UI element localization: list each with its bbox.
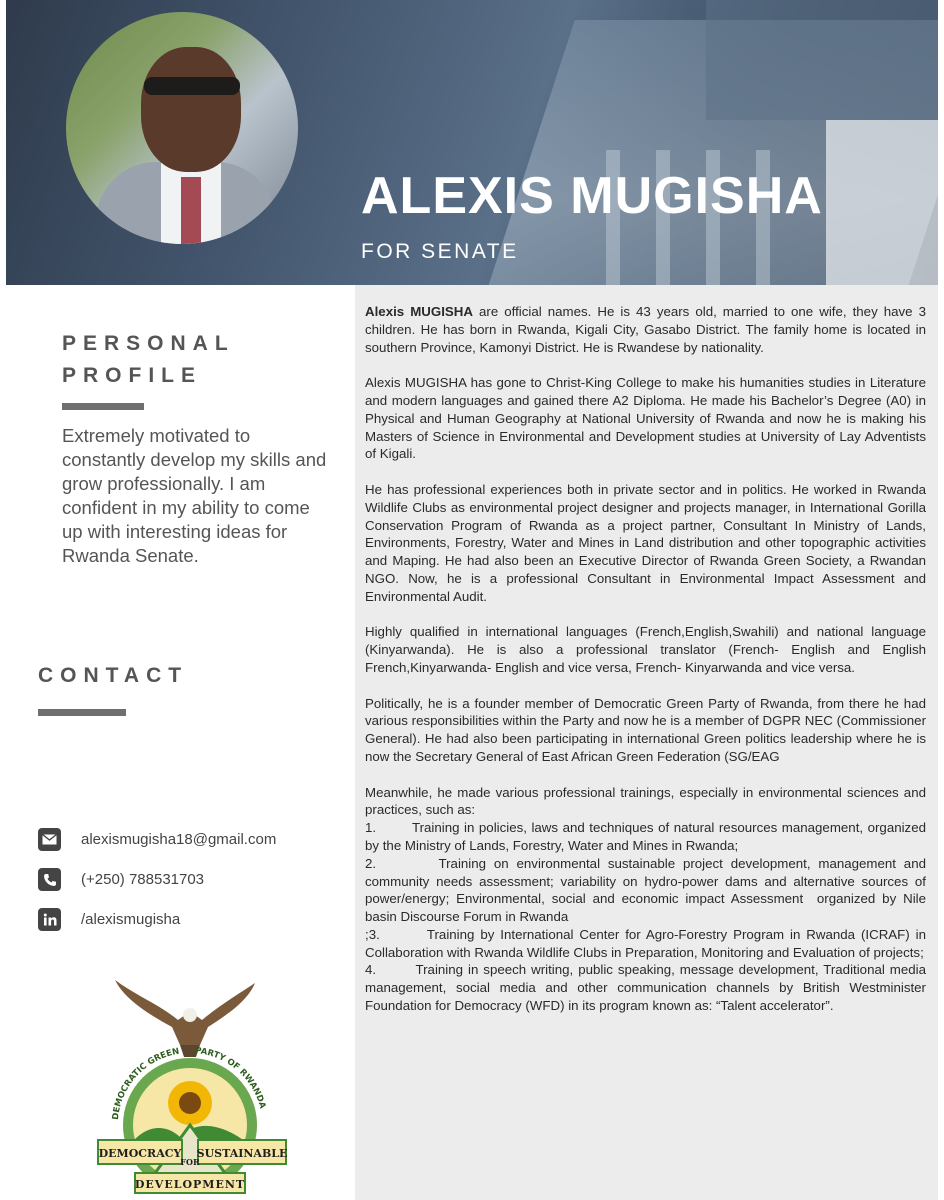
sunflower-icon — [168, 1081, 212, 1125]
bio-paragraph-3: He has professional experiences both in private sector and in politics. He worked in Rwanda Wildlife Clubs as environmental project designer and projects manager, in International Gorilla Conservation Program of Rwanda as a project partner, Consultant In Ministry of Lands, Environments, Forestry, Water and Mines in Land distribution and other topographic activities and Maping. He had also been an Executive Director of Rwanda Green Society, a Rwandan NGO. Now, he is a professional Consultant in Environmental Impact Assessment and Environmental Audit. — [365, 481, 926, 604]
logo-arc-left: DEMOCRATIC GREEN — [110, 1046, 181, 1121]
linkedin-icon — [38, 908, 61, 931]
contact-title: CONTACT — [38, 664, 189, 687]
email-icon — [38, 828, 61, 851]
biography-text — [365, 303, 930, 1015]
contact-divider — [38, 709, 126, 716]
email-text: alexismugisha18@gmail.com — [81, 831, 277, 848]
phone-text: (+250) 788531703 — [81, 871, 205, 888]
training-item-4: 4. Training in speech writing, public speaking, message development, Traditional media management, social media and other communication channels by British Westminister Foundation for Democracy (WFD) in its program known as: “Talent accelerator”. — [365, 962, 930, 1014]
contact-linkedin[interactable] — [38, 908, 180, 931]
bio-paragraph-5: Politically, he is a founder member of Democratic Green Party of Rwanda, from there he had various responsibilities within the Party and now he is a member of DGPR NEC (Commissioner General). He had also been participating in international Green politics leadership where he is now the Secretary General of East African Green Federation (SG/EAG — [365, 695, 926, 764]
candidate-tagline: FOR SENATE — [361, 240, 519, 263]
building-background-top — [706, 0, 938, 120]
logo-arc-right: PARTY OF RWANDA — [194, 1045, 268, 1110]
bio-paragraph-2: Alexis MUGISHA has gone to Christ-King College to make his humanities studies in Literature and modern languages and gained there A2 Diploma. He made his Bachelor’s Degree (A0) in Physical and Human Geography at National University of Rwanda and now he is making his Masters of Science in Environmental and Development studies at University of Lay Adventists of Kigali. — [365, 375, 926, 462]
photo-glasses — [144, 77, 240, 95]
logo-text-sustainable: SUSTAINABLE — [196, 1147, 288, 1160]
party-logo — [90, 975, 290, 1197]
bio-paragraph-1 — [365, 303, 926, 356]
biography-panel — [355, 285, 938, 1200]
personal-profile-title-line2: PROFILE — [62, 364, 203, 387]
contact-email[interactable] — [38, 828, 276, 851]
photo-face — [141, 47, 241, 172]
training-item-3: ;3. Training by International Center for Agro-Forestry Program in Rwanda (ICRAF) in Collaboration with Rwanda Wildlife Clubs in Preparation, Monitoring and Evaluation of projects; — [365, 926, 930, 960]
personal-profile-title — [62, 328, 235, 392]
training-item-2: 2. Training on environmental sustainable project development, management and community needs assessment; variability on hydro-power dams and alternative sources of power/energy; Environmental, social and economic impact Assessment organized by Nile basin Discourse Forum in Rwanda — [365, 855, 930, 925]
personal-profile-text: Extremely motivated to constantly develop my skills and grow professionally. I am confident in my ability to come up with interesting ideas for Rwanda Senate. — [62, 425, 327, 566]
phone-icon — [38, 868, 61, 891]
candidate-name: ALEXIS MUGISHA — [361, 167, 823, 225]
header-banner — [6, 0, 938, 285]
training-item-1: 1. Training in policies, laws and techniques of natural resources management, organized by the Ministry of Lands, Forestry, Water and Mines in Rwanda; — [365, 820, 930, 853]
personal-profile-title-line1: PERSONAL — [62, 332, 235, 355]
bio-name-bold: Alexis MUGISHA — [365, 304, 473, 319]
building-wall — [826, 120, 938, 285]
logo-text-development: DEVELOPMENT — [134, 1178, 246, 1191]
photo-tie — [181, 177, 201, 244]
logo-text-democracy: DEMOCRACY — [98, 1147, 182, 1160]
bio-paragraph-1-rest: are official names. He is 43 years old, married to one wife, they have 3 children. He has born in Rwanda, Kigali City, Gasabo District. The family home is located in southern Province, Kamonyi District. He is Rwandese by nationality. — [365, 304, 926, 355]
profile-photo — [66, 12, 298, 244]
personal-profile-divider — [62, 403, 144, 410]
bio-paragraph-6: Meanwhile, he made various professional trainings, especially in environmental sciences and practices, such as: — [365, 784, 926, 818]
bio-paragraph-4: Highly qualified in international languages (French,English,Swahili) and national language (Kinyarwanda). He is also a professional translator (French- English and English French,Kinyarwanda- English and vice versa, French- Kinyarwanda and vice versa. — [365, 624, 926, 675]
linkedin-text: /alexismugisha — [81, 911, 181, 928]
contact-phone[interactable] — [38, 868, 204, 891]
logo-text-for: FOR — [180, 1157, 200, 1167]
